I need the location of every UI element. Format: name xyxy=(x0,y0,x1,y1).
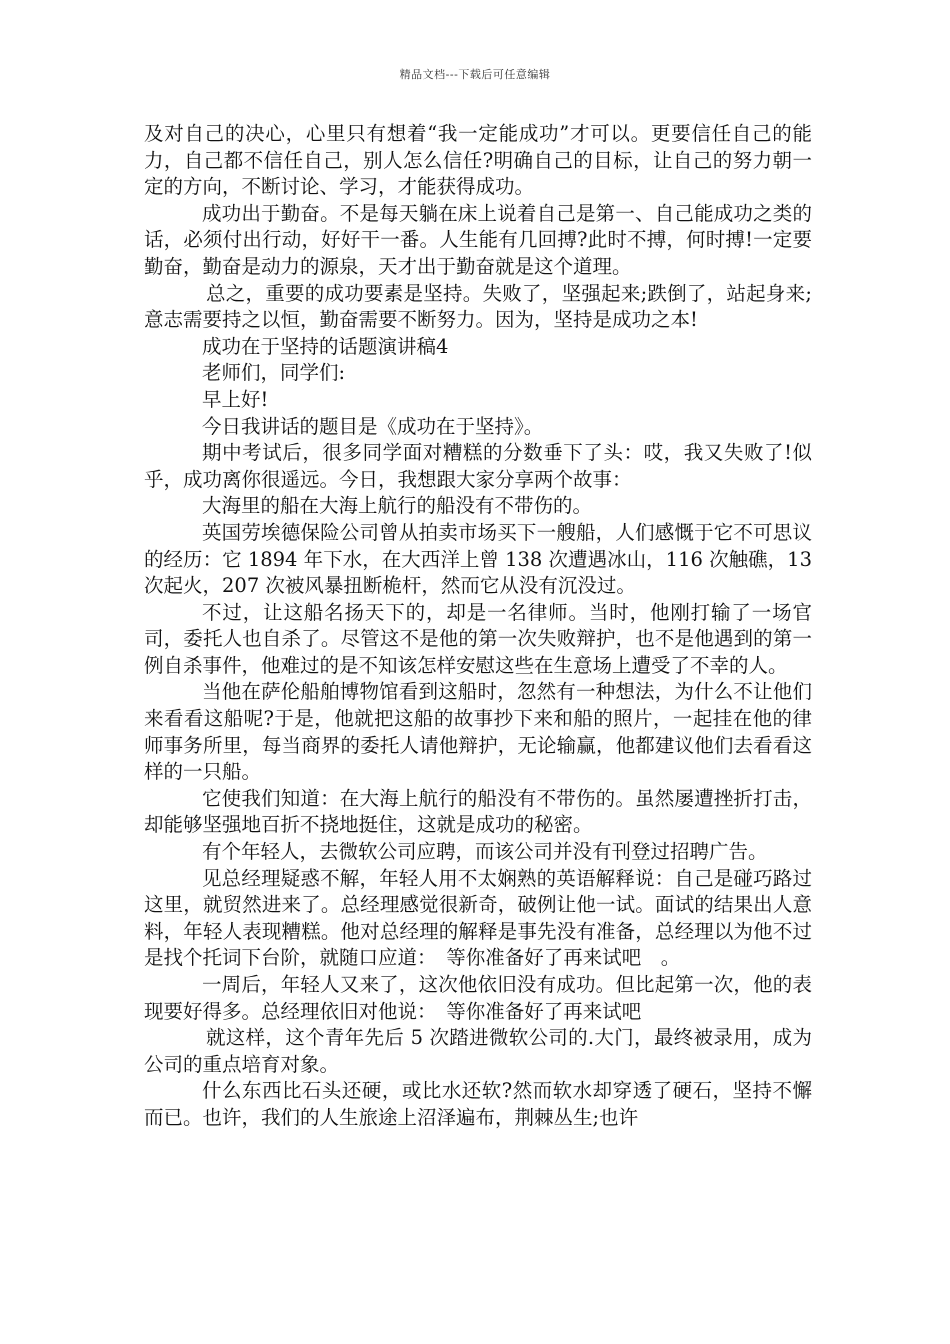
paragraph: 不过，让这船名扬天下的，却是一名律师。当时，他刚打输了一场官司，委托人也自杀了。尽管这不是他的第一次失败辩护，也不是他遇到的第一例自杀事件，他难过的是不知该怎样安慰这些在生意场上遭受了不幸的人。 xyxy=(144,600,812,677)
paragraph: 见总经理疑惑不解，年轻人用不太娴熟的英语解释说：自己是碰巧路过这里，就贸然进来了。总经理感觉很新奇，破例让他一试。面试的结果出人意料，年轻人表现糟糕。他对总经理的解释是事先没有准备，总经理以为他不过是找个托词下台阶，就随口应道： 等你准备好了再来试吧 。 xyxy=(144,866,812,970)
paragraph: 总之，重要的成功要素是坚持。失败了，坚强起来;跌倒了，站起身来;意志需要持之以恒，勤奋需要不断努力。因为，坚持是成功之本! xyxy=(144,281,812,332)
paragraph: 什么东西比石头还硬，或比水还软?然而软水却穿透了硬石，坚持不懈而已。也许，我们的人生旅途上沼泽遍布，荆棘丛生;也许 xyxy=(144,1079,812,1129)
paragraph: 及对自己的决心，心里只有想着“我一定能成功”才可以。更要信任自己的能力，自己都不信任自己，别人怎么信任?明确自己的目标，让自己的努力朝一定的方向，不断讨论、学习，才能获得成功。 xyxy=(144,122,812,199)
paragraph: 一周后，年轻人又来了，这次他依旧没有成功。但比起第一次，他的表现要好得多。总经理依旧对他说： 等你准备好了再来试吧 xyxy=(144,973,812,1023)
document-body xyxy=(144,121,812,1132)
salutation: 老师们，同学们: xyxy=(202,361,346,385)
paragraph: 今日我讲话的题目是《成功在于坚持》。 xyxy=(202,414,544,438)
section-title: 成功在于坚持的话题演讲稿4 xyxy=(202,334,449,358)
paragraph: 成功出于勤奋。不是每天躺在床上说着自己是第一、自己能成功之类的话，必须付出行动，好好干一番。人生能有几回搏?此时不搏，何时搏!一定要勤奋，勤奋是动力的源泉，天才出于勤奋就是这个道理。 xyxy=(144,201,812,278)
paragraph: 大海里的船在大海上航行的船没有不带伤的。 xyxy=(202,494,593,518)
paragraph: 当他在萨伦船舶博物馆看到这船时，忽然有一种想法，为什么不让他们来看看这船呢?于是，他就把这船的故事抄下来和船的照片，一起挂在他的律师事务所里，每当商界的委托人请他辩护，无论输赢，他都建议他们去看看这样的一只船。 xyxy=(144,680,812,784)
greeting: 早上好! xyxy=(202,387,269,411)
paragraph: 英国劳埃德保险公司曾从拍卖市场买下一艘船，人们感慨于它不可思议的经历：它 1894 年下水，在大西洋上曾 138 次遭遇冰山，116 次触礁，13 次起火，207 次被风暴扭断桅杆，然而它从没有沉没过。 xyxy=(144,520,812,598)
paragraph: 有个年轻人，去微软公司应聘，而该公司并没有刊登过招聘广告。 xyxy=(202,840,768,864)
paragraph: 就这样，这个青年先后 5 次踏进微软公司的.大门，最终被录用，成为公司的重点培育对象。 xyxy=(144,1026,812,1076)
paragraph: 期中考试后，很多同学面对糟糕的分数垂下了头：哎，我又失败了!似乎，成功离你很遥远。今日，我想跟大家分享两个故事： xyxy=(144,441,812,491)
paragraph: 它使我们知道：在大海上航行的船没有不带伤的。虽然屡遭挫折打击，却能够坚强地百折不挠地挺住，这就是成功的秘密。 xyxy=(144,786,812,837)
page-header: 精品文档---下载后可任意编辑 xyxy=(399,68,551,81)
